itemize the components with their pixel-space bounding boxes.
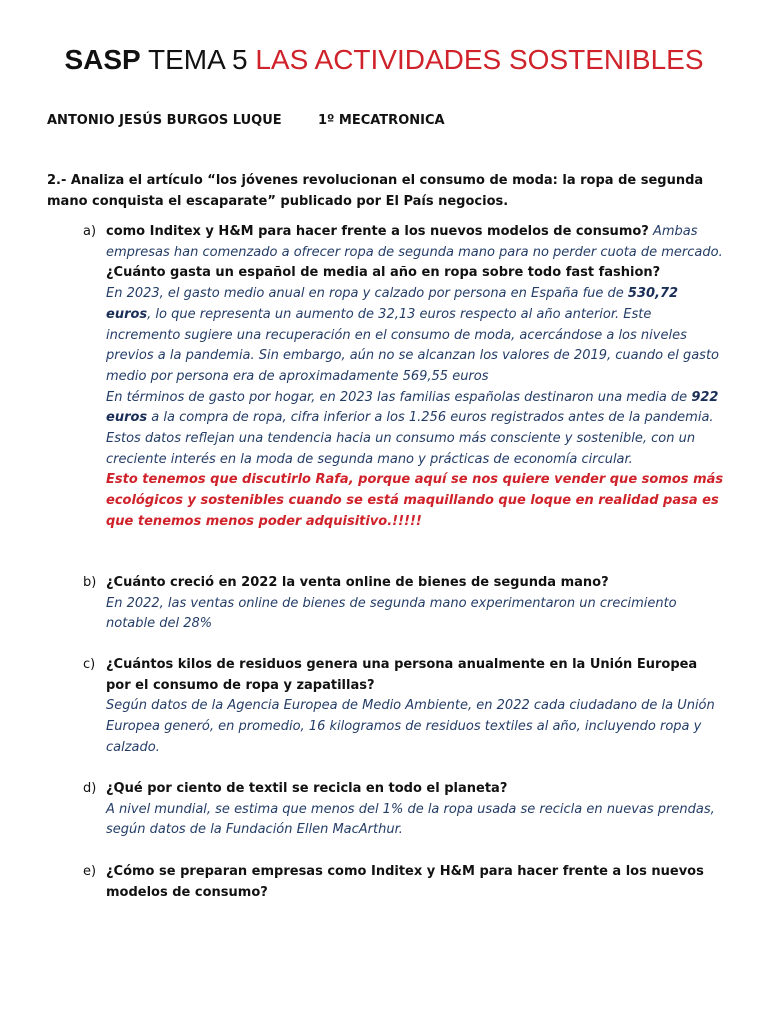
page-title	[0, 42, 768, 78]
question-a2: ¿Cuánto gasta un español de media al año en ropa sobre todo fast fashion?	[106, 265, 661, 281]
teacher-note: Esto tenemos que discutirlo Rafa, porque aquí se nos quiere vender que somos más ecológicos y sostenibles cuando se está maquillando que loque en realidad pasa es que tenemos menos poder adquisitivo.!!!!!	[106, 472, 724, 529]
question-c: ¿Cuántos kilos de residuos genera una persona anualmente en la Unión Europea por el consumo de ropa y zapatillas?	[106, 657, 698, 693]
question-e: ¿Cómo se preparan empresas como Inditex y H&M para hacer frente a los nuevos modelos de consumo?	[106, 864, 704, 900]
list-body-a	[106, 222, 726, 533]
list-body-c	[106, 655, 726, 759]
question-b: ¿Cuánto creció en 2022 la venta online de bienes de segunda mano?	[106, 575, 609, 590]
title-part-1: SASP	[64, 44, 141, 75]
answer-a3	[106, 388, 726, 471]
answer-b: En 2022, las ventas online de bienes de segunda mano experimentaron un crecimiento notable del 28%	[106, 595, 677, 632]
answer-a2-post: , lo que representa un aumento de 32,13 euros respecto al año anterior. Este incremento sugiere una recuperación en el consumo de moda, acercándose a los niveles previos a la pandemia. Sin embargo, aún no se alcanzan los valores de 2019, cuando el gasto medio por persona era de aproximadamente 569,55 euros	[106, 306, 719, 384]
answer-d: A nivel mundial, se estima que menos del 1% de la ropa usada se recicla en nuevas prendas, según datos de la Fundación Ellen MacArthur.	[106, 801, 715, 838]
answer-a1: Ambas empresas han comenzado a ofrecer ropa de segunda mano para no perder cuota de mercado.	[106, 224, 723, 260]
answer-a2-pre: En 2023, el gasto medio anual en ropa y calzado por persona en España fue de	[106, 286, 628, 302]
answer-a3-pre: En términos de gasto por hogar, en 2023 las familias españolas destinaron una media de	[106, 389, 692, 405]
answer-a2-highlight: 530,72 euros	[106, 286, 679, 322]
list-marker-c: c)	[83, 657, 96, 672]
answer-a3-highlight: 922 euros	[106, 389, 719, 426]
answer-c: Según datos de la Agencia Europea de Medio Ambiente, en 2022 cada ciudadano de la Unión Europea generó, en promedio, 16 kilogramos de residuos textiles al año, incluyendo ropa y calzado.	[106, 698, 715, 755]
list-marker-a: a)	[83, 224, 97, 239]
exercise-intro: 2.- Analiza el artículo “los jóvenes revolucionan el consumo de moda: la ropa de segunda mano conquista el escaparate” publicado por El País negocios.	[47, 173, 704, 209]
list-body-e	[106, 862, 726, 903]
list-body-d	[106, 779, 726, 841]
answer-a3-post: a la compra de ropa, cifra inferior a los 1.256 euros registrados antes de la pandemia. Estos datos reflejan una tendencia hacia un consumo más consciente y sostenible, con un creciente interés en la moda de segunda mano y prácticas de economía circular.	[106, 410, 714, 467]
course-name: 1º MECATRONICA	[318, 113, 445, 128]
list-marker-b: b)	[83, 575, 97, 590]
question-d: ¿Qué por ciento de textil se recicla en todo el planeta?	[106, 781, 508, 796]
question-a1: como Inditex y H&M para hacer frente a los nuevos modelos de consumo?	[106, 224, 649, 239]
list-body-b	[106, 573, 726, 635]
answer-a2	[106, 284, 726, 388]
author-name: ANTONIO JESÚS BURGOS LUQUE	[47, 113, 282, 128]
title-part-2: TEMA 5	[140, 44, 256, 75]
list-marker-e: e)	[83, 864, 97, 879]
title-part-3: LAS ACTIVIDADES SOSTENIBLES	[255, 44, 704, 75]
list-marker-d: d)	[83, 781, 97, 796]
